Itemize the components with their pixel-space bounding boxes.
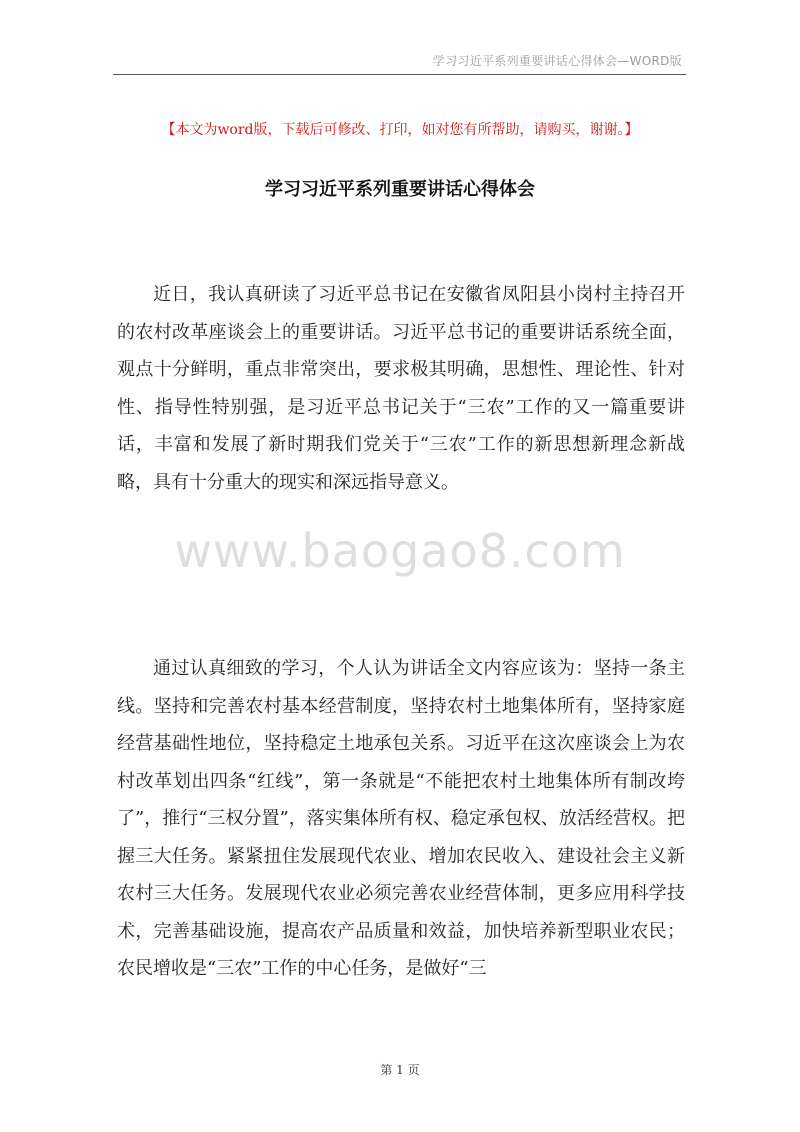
document-title: 学习习近平系列重要讲话心得体会 bbox=[265, 179, 535, 200]
header-rule bbox=[113, 74, 686, 75]
download-notice: 【本文为word版，下载后可修改、打印，如对您有所帮助，请购买，谢谢。】 bbox=[161, 122, 639, 138]
watermark: www.baogao8.com bbox=[174, 524, 626, 578]
running-header: 学习习近平系列重要讲话心得体会—WORD版 bbox=[432, 54, 682, 68]
page-number: 第 1 页 bbox=[380, 1063, 420, 1077]
paragraph-1: 近日，我认真研读了习近平总书记在安徽省凤阳县小岗村主持召开的农村改革座谈会上的重要讲话。习近平总书记的重要讲话系统全面，观点十分鲜明，重点非常突出，要求极其明确，思想性、理论性、针对性、指导性特别强，是习近平总书记关于“三农”工作的又一篇重要讲话，丰富和发展了新时期我们党关于“三农”工作的新思想新理念新战略，具有十分重大的现实和深远指导意义。 bbox=[117, 284, 685, 493]
paragraph-2: 通过认真细致的学习，个人认为讲话全文内容应该为：坚持一条主线。坚持和完善农村基本经营制度，坚持农村土地集体所有，坚持家庭经营基础性地位，坚持稳定土地承包关系。习近平在这次座谈会上为农村改革划出四条“红线”，第一条就是“不能把农村土地集体所有制改垮了”，推行“三权分置”，落实集体所有权、稳定承包权、放活经营权。把握三大任务。紧紧扭住发展现代农业、增加农民收入、建设社会主义新农村三大任务。发展现代农业必须完善农业经营体制，更多应用科学技术，完善基础设施，提高农产品质量和效益，加快培养新型职业农民；农民增收是“三农”工作的中心任务，是做好“三 bbox=[117, 658, 685, 979]
